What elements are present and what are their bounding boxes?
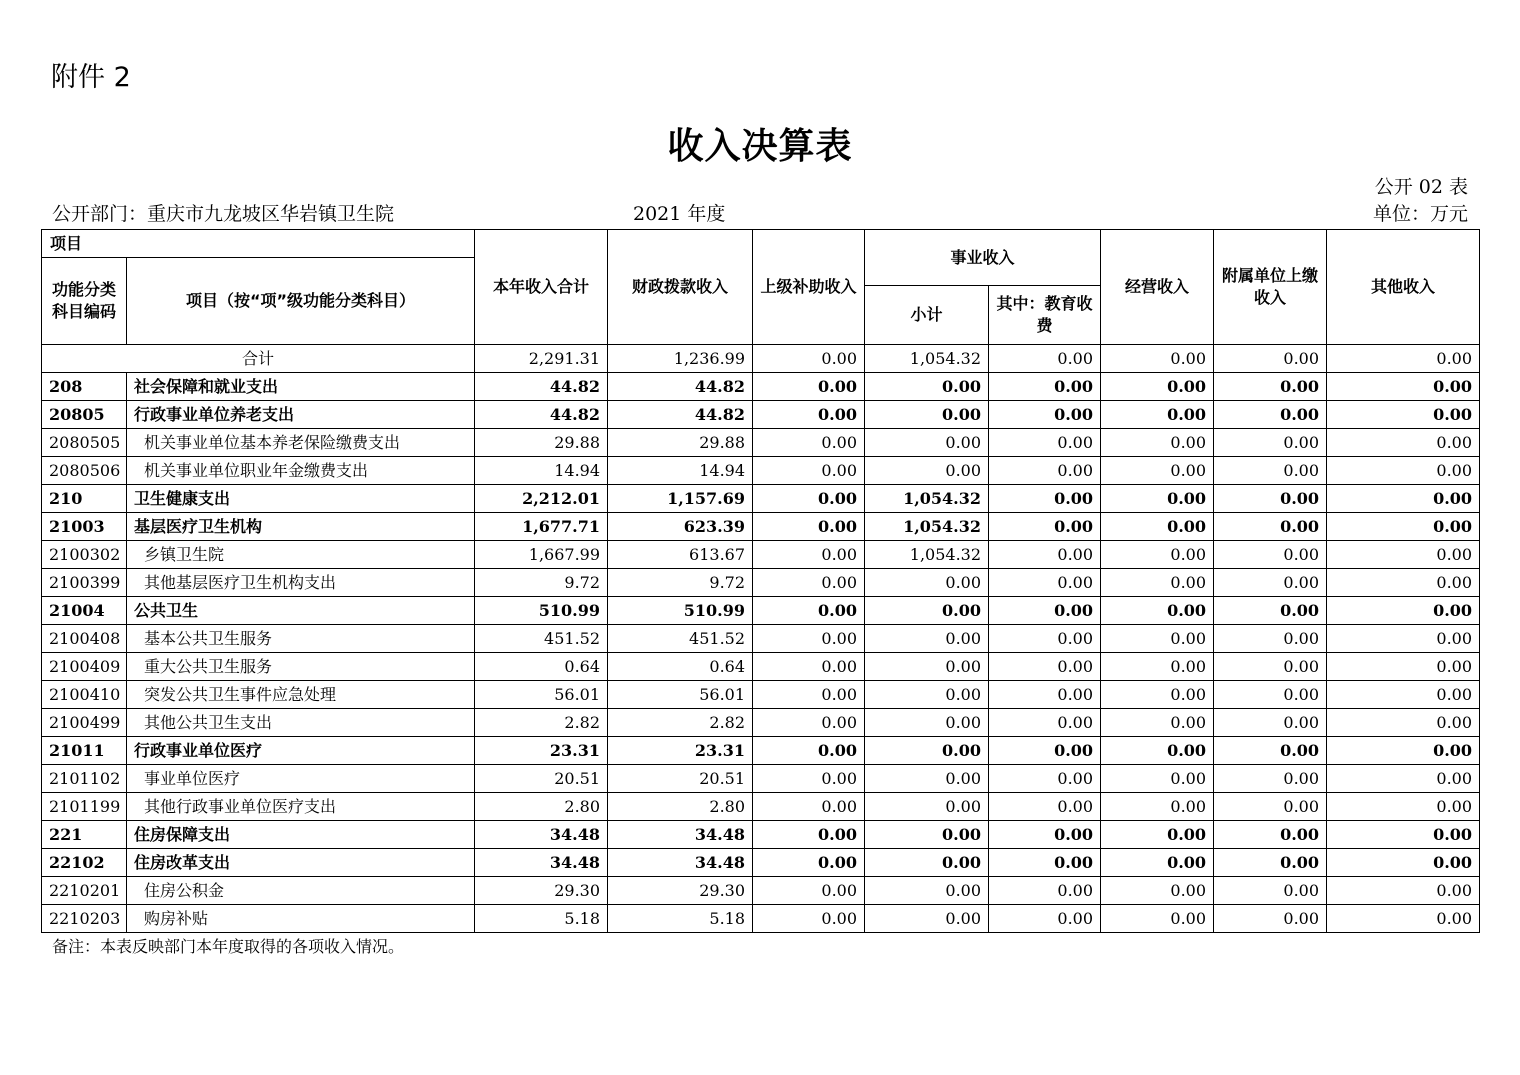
total-cell: 0.00 [753, 345, 865, 373]
amount-cell: 510.99 [475, 597, 608, 625]
amount-cell: 0.00 [1327, 373, 1480, 401]
amount-cell: 0.00 [1327, 597, 1480, 625]
amount-cell: 0.00 [1101, 457, 1214, 485]
func-code-cell: 21004 [42, 597, 127, 625]
header-total: 本年收入合计 [475, 230, 608, 345]
func-code-cell: 2100410 [42, 681, 127, 709]
amount-cell: 0.00 [753, 429, 865, 457]
amount-cell: 0.00 [1214, 597, 1327, 625]
amount-cell: 0.00 [1101, 541, 1214, 569]
func-code-cell: 2101102 [42, 765, 127, 793]
amount-cell: 0.00 [753, 765, 865, 793]
amount-cell: 14.94 [475, 457, 608, 485]
header-affiliated: 附属单位上缴收入 [1214, 230, 1327, 345]
amount-cell: 0.00 [865, 905, 989, 933]
amount-cell: 0.00 [753, 849, 865, 877]
amount-cell: 613.67 [608, 541, 753, 569]
amount-cell: 0.00 [1327, 681, 1480, 709]
func-code-cell: 2100499 [42, 709, 127, 737]
total-cell: 2,291.31 [475, 345, 608, 373]
amount-cell: 451.52 [608, 625, 753, 653]
amount-cell: 0.00 [1101, 625, 1214, 653]
table-row [42, 373, 1480, 401]
total-cell: 0.00 [1214, 345, 1327, 373]
amount-cell: 0.00 [865, 373, 989, 401]
amount-cell: 0.00 [1101, 373, 1214, 401]
func-name-cell: 公共卫生 [127, 597, 475, 625]
func-code-cell: 21011 [42, 737, 127, 765]
amount-cell: 0.00 [1327, 625, 1480, 653]
amount-cell: 0.00 [1101, 849, 1214, 877]
func-code-cell: 2080505 [42, 429, 127, 457]
amount-cell: 0.00 [753, 373, 865, 401]
amount-cell: 510.99 [608, 597, 753, 625]
table-row [42, 653, 1480, 681]
amount-cell: 1,677.71 [475, 513, 608, 541]
func-name-cell: 突发公共卫生事件应急处理 [127, 681, 475, 709]
func-name-cell: 购房补贴 [127, 905, 475, 933]
header-subtotal: 小计 [865, 286, 989, 345]
amount-cell: 451.52 [475, 625, 608, 653]
amount-cell: 34.48 [475, 821, 608, 849]
amount-cell: 29.88 [608, 429, 753, 457]
total-cell: 0.00 [1101, 345, 1214, 373]
amount-cell: 0.00 [865, 625, 989, 653]
amount-cell: 0.00 [1327, 653, 1480, 681]
amount-cell: 0.00 [989, 793, 1101, 821]
table-row [42, 681, 1480, 709]
amount-cell: 0.00 [753, 401, 865, 429]
table-row [42, 793, 1480, 821]
func-code-cell: 2100302 [42, 541, 127, 569]
amount-cell: 0.00 [989, 429, 1101, 457]
func-name-cell: 行政事业单位医疗 [127, 737, 475, 765]
amount-cell: 0.00 [1214, 401, 1327, 429]
amount-cell: 0.00 [753, 485, 865, 513]
func-code-cell: 2210203 [42, 905, 127, 933]
amount-cell: 0.00 [989, 681, 1101, 709]
func-code-cell: 2210201 [42, 877, 127, 905]
amount-cell: 0.00 [1214, 793, 1327, 821]
func-code-cell: 20805 [42, 401, 127, 429]
amount-cell: 0.00 [1214, 625, 1327, 653]
table-row [42, 597, 1480, 625]
amount-cell: 0.00 [989, 877, 1101, 905]
amount-cell: 0.00 [1214, 681, 1327, 709]
amount-cell: 0.00 [1214, 905, 1327, 933]
amount-cell: 0.00 [1327, 905, 1480, 933]
page-title: 收入决算表 [667, 126, 853, 167]
amount-cell: 0.64 [475, 653, 608, 681]
func-name-cell: 行政事业单位养老支出 [127, 401, 475, 429]
amount-cell: 0.00 [753, 569, 865, 597]
department-label: 公开部门：重庆市九龙坡区华岩镇卫生院 [52, 203, 395, 225]
amount-cell: 0.00 [753, 821, 865, 849]
table-row [42, 541, 1480, 569]
amount-cell: 0.00 [1214, 541, 1327, 569]
table-row [42, 401, 1480, 429]
amount-cell: 0.00 [865, 849, 989, 877]
amount-cell: 0.00 [865, 877, 989, 905]
amount-cell: 1,054.32 [865, 513, 989, 541]
header-business: 事业收入 [865, 230, 1101, 286]
func-code-cell: 2080506 [42, 457, 127, 485]
amount-cell: 0.00 [1327, 485, 1480, 513]
func-name-cell: 事业单位医疗 [127, 765, 475, 793]
income-table [41, 229, 1480, 933]
amount-cell: 0.00 [1214, 709, 1327, 737]
func-name-cell: 乡镇卫生院 [127, 541, 475, 569]
amount-cell: 0.00 [1101, 681, 1214, 709]
table-row [42, 709, 1480, 737]
amount-cell: 0.64 [608, 653, 753, 681]
amount-cell: 0.00 [989, 457, 1101, 485]
amount-cell: 0.00 [1214, 457, 1327, 485]
func-code-cell: 2100409 [42, 653, 127, 681]
amount-cell: 34.48 [608, 821, 753, 849]
amount-cell: 34.48 [475, 849, 608, 877]
amount-cell: 0.00 [865, 821, 989, 849]
amount-cell: 0.00 [865, 681, 989, 709]
amount-cell: 0.00 [989, 821, 1101, 849]
func-code-cell: 2100408 [42, 625, 127, 653]
amount-cell: 0.00 [1101, 597, 1214, 625]
amount-cell: 0.00 [753, 905, 865, 933]
amount-cell: 2.80 [475, 793, 608, 821]
amount-cell: 0.00 [1101, 401, 1214, 429]
total-row [42, 345, 1480, 373]
amount-cell: 0.00 [1327, 429, 1480, 457]
amount-cell: 0.00 [1101, 737, 1214, 765]
amount-cell: 0.00 [989, 485, 1101, 513]
amount-cell: 0.00 [989, 625, 1101, 653]
amount-cell: 0.00 [1214, 821, 1327, 849]
amount-cell: 0.00 [1101, 513, 1214, 541]
amount-cell: 0.00 [753, 513, 865, 541]
amount-cell: 0.00 [1101, 485, 1214, 513]
amount-cell: 20.51 [475, 765, 608, 793]
amount-cell: 0.00 [989, 905, 1101, 933]
amount-cell: 0.00 [1214, 765, 1327, 793]
unit-label: 单位：万元 [1372, 203, 1468, 225]
amount-cell: 0.00 [1101, 765, 1214, 793]
header-func-name: 项目（按“项”级功能分类科目） [127, 258, 475, 345]
func-name-cell: 住房公积金 [127, 877, 475, 905]
func-code-cell: 21003 [42, 513, 127, 541]
amount-cell: 5.18 [475, 905, 608, 933]
table-row [42, 569, 1480, 597]
amount-cell: 0.00 [989, 653, 1101, 681]
func-name-cell: 其他基层医疗卫生机构支出 [127, 569, 475, 597]
amount-cell: 9.72 [608, 569, 753, 597]
func-name-cell: 重大公共卫生服务 [127, 653, 475, 681]
amount-cell: 0.00 [753, 597, 865, 625]
table-row [42, 429, 1480, 457]
table-header [42, 230, 1480, 345]
amount-cell: 1,667.99 [475, 541, 608, 569]
amount-cell: 0.00 [1327, 401, 1480, 429]
amount-cell: 1,054.32 [865, 541, 989, 569]
header-project: 项目 [42, 230, 475, 258]
total-label: 合计 [42, 345, 475, 373]
func-code-cell: 22102 [42, 849, 127, 877]
total-cell: 0.00 [989, 345, 1101, 373]
amount-cell: 0.00 [1327, 709, 1480, 737]
amount-cell: 0.00 [1101, 429, 1214, 457]
amount-cell: 0.00 [1327, 793, 1480, 821]
func-name-cell: 社会保障和就业支出 [127, 373, 475, 401]
table-row [42, 849, 1480, 877]
amount-cell: 0.00 [1214, 653, 1327, 681]
func-name-cell: 其他公共卫生支出 [127, 709, 475, 737]
amount-cell: 29.30 [608, 877, 753, 905]
amount-cell: 0.00 [1327, 513, 1480, 541]
table-row [42, 905, 1480, 933]
amount-cell: 2.80 [608, 793, 753, 821]
amount-cell: 0.00 [753, 877, 865, 905]
header-func-code: 功能分类科目编码 [42, 258, 127, 345]
amount-cell: 0.00 [989, 709, 1101, 737]
header-edu-fee: 其中：教育收费 [989, 286, 1101, 345]
amount-cell: 0.00 [1327, 457, 1480, 485]
amount-cell: 2.82 [608, 709, 753, 737]
amount-cell: 29.30 [475, 877, 608, 905]
amount-cell: 623.39 [608, 513, 753, 541]
amount-cell: 56.01 [608, 681, 753, 709]
func-name-cell: 机关事业单位职业年金缴费支出 [127, 457, 475, 485]
amount-cell: 0.00 [753, 653, 865, 681]
amount-cell: 0.00 [1327, 541, 1480, 569]
amount-cell: 0.00 [1214, 373, 1327, 401]
amount-cell: 0.00 [1101, 653, 1214, 681]
func-name-cell: 其他行政事业单位医疗支出 [127, 793, 475, 821]
header-superior: 上级补助收入 [753, 230, 865, 345]
amount-cell: 0.00 [989, 597, 1101, 625]
amount-cell: 0.00 [865, 401, 989, 429]
amount-cell: 0.00 [1101, 569, 1214, 597]
amount-cell: 0.00 [989, 569, 1101, 597]
amount-cell: 0.00 [753, 625, 865, 653]
amount-cell: 0.00 [753, 709, 865, 737]
amount-cell: 0.00 [753, 457, 865, 485]
amount-cell: 29.88 [475, 429, 608, 457]
amount-cell: 0.00 [865, 653, 989, 681]
amount-cell: 0.00 [1327, 737, 1480, 765]
amount-cell: 0.00 [1214, 737, 1327, 765]
amount-cell: 14.94 [608, 457, 753, 485]
amount-cell: 0.00 [989, 373, 1101, 401]
amount-cell: 34.48 [608, 849, 753, 877]
func-code-cell: 221 [42, 821, 127, 849]
fiscal-year: 2021 年度 [633, 203, 726, 225]
func-code-cell: 2100399 [42, 569, 127, 597]
func-name-cell: 住房改革支出 [127, 849, 475, 877]
amount-cell: 0.00 [1214, 513, 1327, 541]
amount-cell: 0.00 [989, 737, 1101, 765]
amount-cell: 20.51 [608, 765, 753, 793]
func-code-cell: 2101199 [42, 793, 127, 821]
table-row [42, 485, 1480, 513]
amount-cell: 1,157.69 [608, 485, 753, 513]
amount-cell: 0.00 [753, 793, 865, 821]
table-row [42, 513, 1480, 541]
header-fiscal: 财政拨款收入 [608, 230, 753, 345]
amount-cell: 44.82 [608, 401, 753, 429]
footnote: 备注：本表反映部门本年度取得的各项收入情况。 [52, 937, 405, 956]
func-name-cell: 住房保障支出 [127, 821, 475, 849]
total-cell: 0.00 [1327, 345, 1480, 373]
amount-cell: 0.00 [865, 569, 989, 597]
table-body [42, 345, 1480, 933]
header-operating: 经营收入 [1101, 230, 1214, 345]
amount-cell: 2,212.01 [475, 485, 608, 513]
amount-cell: 0.00 [1101, 905, 1214, 933]
amount-cell: 0.00 [1327, 569, 1480, 597]
amount-cell: 9.72 [475, 569, 608, 597]
total-cell: 1,236.99 [608, 345, 753, 373]
func-name-cell: 机关事业单位基本养老保险缴费支出 [127, 429, 475, 457]
amount-cell: 56.01 [475, 681, 608, 709]
amount-cell: 0.00 [989, 765, 1101, 793]
amount-cell: 0.00 [989, 849, 1101, 877]
amount-cell: 0.00 [1327, 877, 1480, 905]
amount-cell: 0.00 [1327, 849, 1480, 877]
amount-cell: 0.00 [865, 737, 989, 765]
amount-cell: 0.00 [865, 793, 989, 821]
amount-cell: 0.00 [1214, 849, 1327, 877]
func-name-cell: 基本公共卫生服务 [127, 625, 475, 653]
amount-cell: 1,054.32 [865, 485, 989, 513]
table-row [42, 821, 1480, 849]
amount-cell: 0.00 [989, 541, 1101, 569]
amount-cell: 23.31 [608, 737, 753, 765]
table-row [42, 765, 1480, 793]
header-other: 其他收入 [1327, 230, 1480, 345]
amount-cell: 0.00 [865, 457, 989, 485]
table-row [42, 877, 1480, 905]
amount-cell: 0.00 [1214, 569, 1327, 597]
func-code-cell: 208 [42, 373, 127, 401]
amount-cell: 2.82 [475, 709, 608, 737]
amount-cell: 0.00 [989, 513, 1101, 541]
amount-cell: 0.00 [1101, 821, 1214, 849]
amount-cell: 44.82 [475, 401, 608, 429]
amount-cell: 44.82 [475, 373, 608, 401]
total-cell: 1,054.32 [865, 345, 989, 373]
amount-cell: 0.00 [753, 737, 865, 765]
func-name-cell: 卫生健康支出 [127, 485, 475, 513]
table-number: 公开 02 表 [1374, 176, 1468, 198]
amount-cell: 0.00 [1101, 709, 1214, 737]
amount-cell: 0.00 [1214, 429, 1327, 457]
amount-cell: 0.00 [989, 401, 1101, 429]
amount-cell: 0.00 [865, 429, 989, 457]
func-name-cell: 基层医疗卫生机构 [127, 513, 475, 541]
amount-cell: 0.00 [1327, 765, 1480, 793]
table-row [42, 625, 1480, 653]
attachment-label: 附件 2 [51, 62, 131, 93]
amount-cell: 5.18 [608, 905, 753, 933]
amount-cell: 0.00 [753, 681, 865, 709]
amount-cell: 0.00 [1327, 821, 1480, 849]
amount-cell: 0.00 [865, 597, 989, 625]
amount-cell: 0.00 [865, 765, 989, 793]
amount-cell: 0.00 [1101, 877, 1214, 905]
func-code-cell: 210 [42, 485, 127, 513]
amount-cell: 23.31 [475, 737, 608, 765]
amount-cell: 0.00 [1214, 485, 1327, 513]
amount-cell: 0.00 [865, 709, 989, 737]
table-row [42, 457, 1480, 485]
amount-cell: 44.82 [608, 373, 753, 401]
amount-cell: 0.00 [753, 541, 865, 569]
amount-cell: 0.00 [1101, 793, 1214, 821]
table-row [42, 737, 1480, 765]
amount-cell: 0.00 [1214, 877, 1327, 905]
